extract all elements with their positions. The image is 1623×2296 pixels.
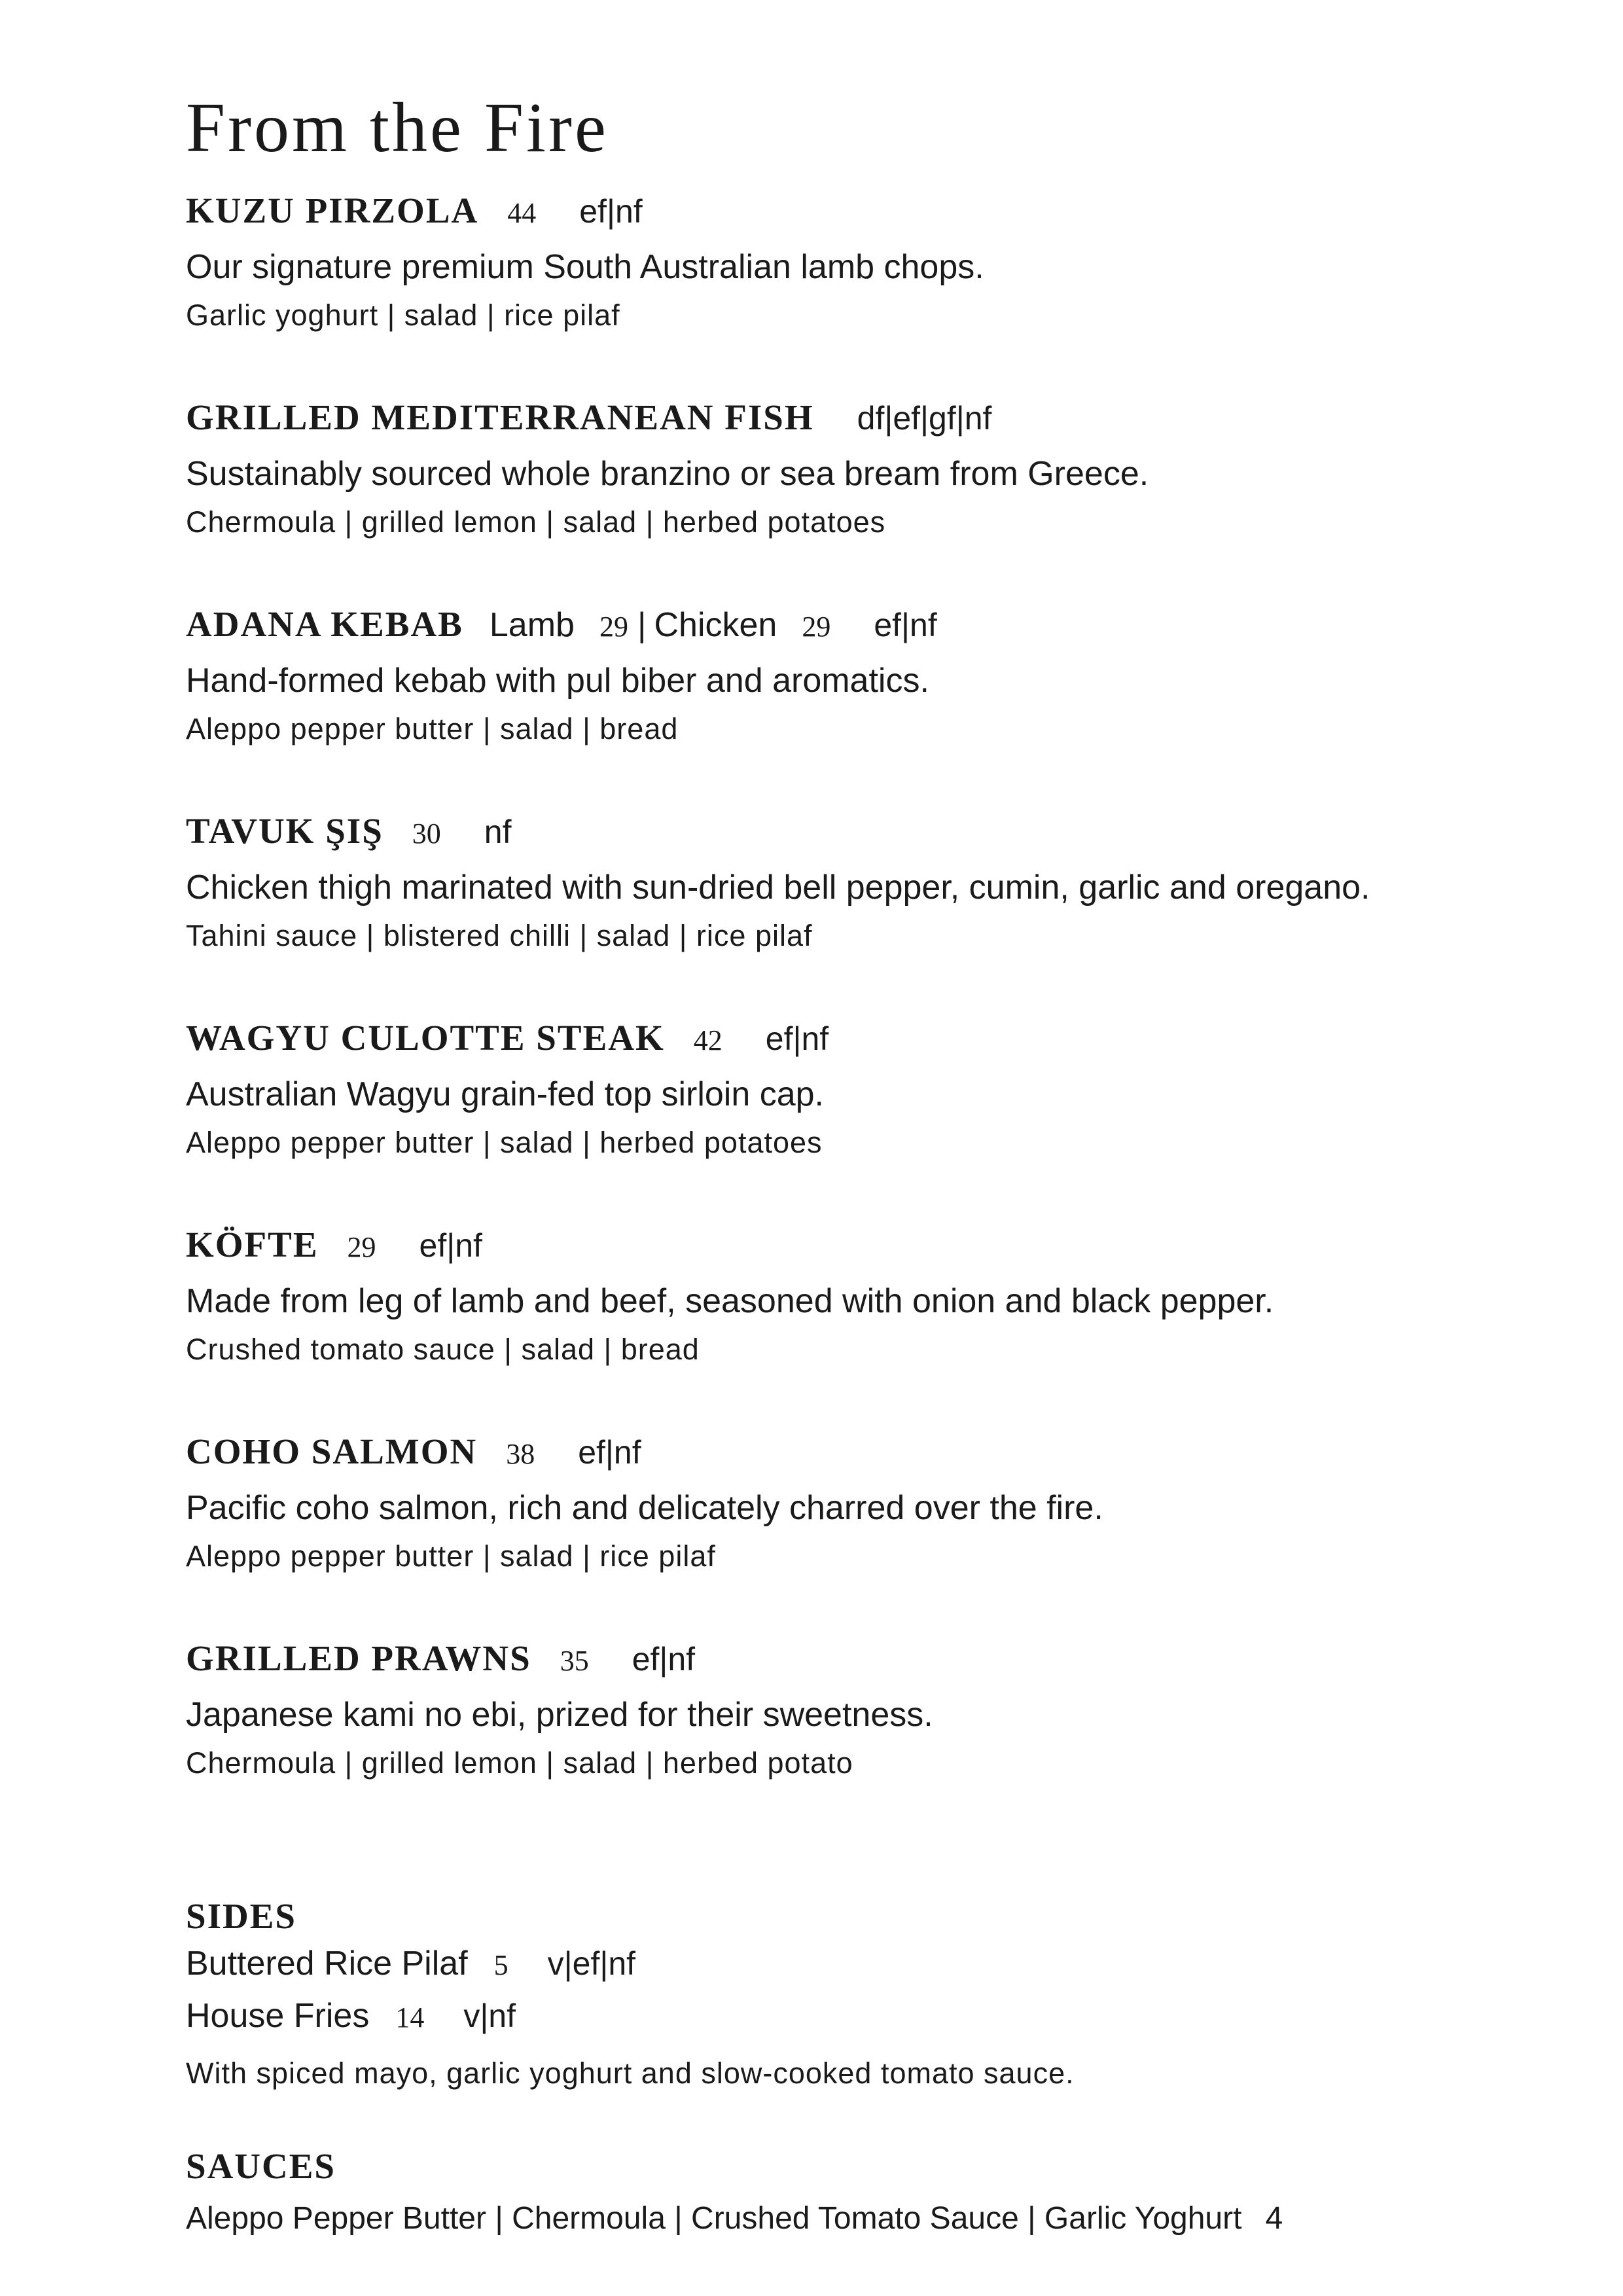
- menu-item-sides: Crushed tomato sauce | salad | bread: [186, 1333, 700, 1366]
- menu-item-name: KÖFTE: [186, 1225, 319, 1265]
- menu-item-variant-label: Chicken: [654, 606, 777, 644]
- side-row: [186, 1996, 1560, 2049]
- menu-item-wagyu-culotte-steak: [186, 1017, 1560, 1165]
- menu-item-adana-kebab: [186, 603, 1560, 751]
- page-title: From the Fire: [186, 89, 609, 168]
- sides-heading-row: [186, 1895, 1560, 1941]
- sauces-section: [186, 2145, 1560, 2236]
- menu-item-header: [186, 810, 1560, 856]
- menu-item-header: [186, 397, 1560, 442]
- menu-item-price: 30: [412, 817, 441, 850]
- menu-item-price: 42: [693, 1024, 722, 1056]
- menu-item-variant-label: Lamb: [489, 606, 575, 644]
- menu-item-sides: Garlic yoghurt | salad | rice pilaf: [186, 298, 620, 332]
- menu-item-dietary: ef|nf: [765, 1020, 829, 1057]
- menu-item-description: Made from leg of lamb and beef, seasoned with onion and black pepper.: [186, 1282, 1274, 1320]
- menu-item-description: Sustainably sourced whole branzino or sea bream from Greece.: [186, 455, 1149, 493]
- menu-item-dietary: df|ef|gf|nf: [857, 400, 992, 437]
- menu-item-description: Pacific coho salmon, rich and delicately charred over the fire.: [186, 1489, 1103, 1527]
- side-name: House Fries: [186, 1997, 370, 2035]
- menu-item-price: 38: [506, 1438, 535, 1470]
- menu-item-description: Our signature premium South Australian lamb chops.: [186, 248, 984, 286]
- menu-item-dietary: ef|nf: [419, 1227, 482, 1264]
- menu-item-header: [186, 603, 1560, 649]
- sauces-row: [186, 2200, 1560, 2236]
- menu-item-header: [186, 1224, 1560, 1270]
- menu-item-name: TAVUK ŞIŞ: [186, 811, 383, 851]
- menu-item-dietary: ef|nf: [874, 607, 937, 643]
- side-name: Buttered Rice Pilaf: [186, 1945, 468, 1982]
- menu-item-description: Australian Wagyu grain-fed top sirloin cap.: [186, 1075, 824, 1113]
- menu-item-name: WAGYU CULOTTE STEAK: [186, 1018, 665, 1058]
- menu-item-variant-price: 29: [802, 611, 831, 643]
- menu-item-grilled-prawns: [186, 1638, 1560, 1785]
- side-row: [186, 1944, 1560, 1996]
- sides-heading: SIDES: [186, 1896, 296, 1936]
- menu-item-dietary: nf: [484, 814, 512, 850]
- menu-item-tavuk-sis: [186, 810, 1560, 958]
- side-dietary: v|nf: [463, 1998, 516, 2034]
- menu-item-sides: Chermoula | grilled lemon | salad | herbed potatoes: [186, 505, 886, 539]
- menu-item-name: ADANA KEBAB: [186, 604, 463, 644]
- menu-item-sides: Tahini sauce | blistered chilli | salad | rice pilaf: [186, 919, 813, 952]
- menu-item-description: Japanese kami no ebi, prized for their sweetness.: [186, 1696, 933, 1734]
- menu-item-dietary: ef|nf: [632, 1641, 696, 1677]
- menu-item-price: 35: [560, 1645, 589, 1677]
- sides-note: With spiced mayo, garlic yoghurt and slow-cooked tomato sauce.: [186, 2056, 1075, 2090]
- menu-item-separator: |: [637, 606, 647, 644]
- menu-item-dietary: ef|nf: [578, 1434, 641, 1471]
- menu-item-price: 44: [507, 197, 537, 229]
- menu-item-kuzu-pirzola: [186, 190, 1560, 338]
- side-dietary: v|ef|nf: [547, 1945, 636, 1982]
- menu-item-header: [186, 190, 1560, 236]
- menu-item-name: KUZU PIRZOLA: [186, 190, 479, 230]
- menu-item-price: 29: [347, 1231, 376, 1263]
- menu-item-sides: Chermoula | grilled lemon | salad | herbed potato: [186, 1746, 853, 1780]
- sauces-heading: SAUCES: [186, 2146, 336, 2186]
- menu-item-name: COHO SALMON: [186, 1431, 478, 1471]
- menu-item-description: Hand-formed kebab with pul biber and aromatics.: [186, 662, 929, 700]
- menu-item-header: [186, 1431, 1560, 1477]
- menu-item-variant-price: 29: [599, 611, 628, 643]
- menu-item-description: Chicken thigh marinated with sun-dried bell pepper, cumin, garlic and oregano.: [186, 869, 1370, 906]
- menu-item-sides: Aleppo pepper butter | salad | herbed potatoes: [186, 1126, 823, 1159]
- menu-item-grilled-mediterranean-fish: [186, 397, 1560, 545]
- side-price: 14: [395, 2001, 425, 2034]
- menu-item-name: GRILLED PRAWNS: [186, 1638, 531, 1678]
- sauces-price: 4: [1265, 2201, 1283, 2236]
- menu-item-coho-salmon: [186, 1431, 1560, 1579]
- menu-item-dietary: ef|nf: [579, 193, 643, 230]
- sides-section: [186, 1895, 1560, 2096]
- menu-item-header: [186, 1017, 1560, 1063]
- menu-item-header: [186, 1638, 1560, 1683]
- menu-item-sides: Aleppo pepper butter | salad | rice pilaf: [186, 1539, 716, 1573]
- side-price: 5: [493, 1949, 508, 1981]
- menu-item-name: GRILLED MEDITERRANEAN FISH: [186, 397, 814, 437]
- sauces-list: Aleppo Pepper Butter | Chermoula | Crushed Tomato Sauce | Garlic Yoghurt: [186, 2201, 1242, 2236]
- menu-item-sides: Aleppo pepper butter | salad | bread: [186, 712, 679, 745]
- sauces-heading-row: [186, 2145, 1560, 2191]
- menu-item-kofte: [186, 1224, 1560, 1372]
